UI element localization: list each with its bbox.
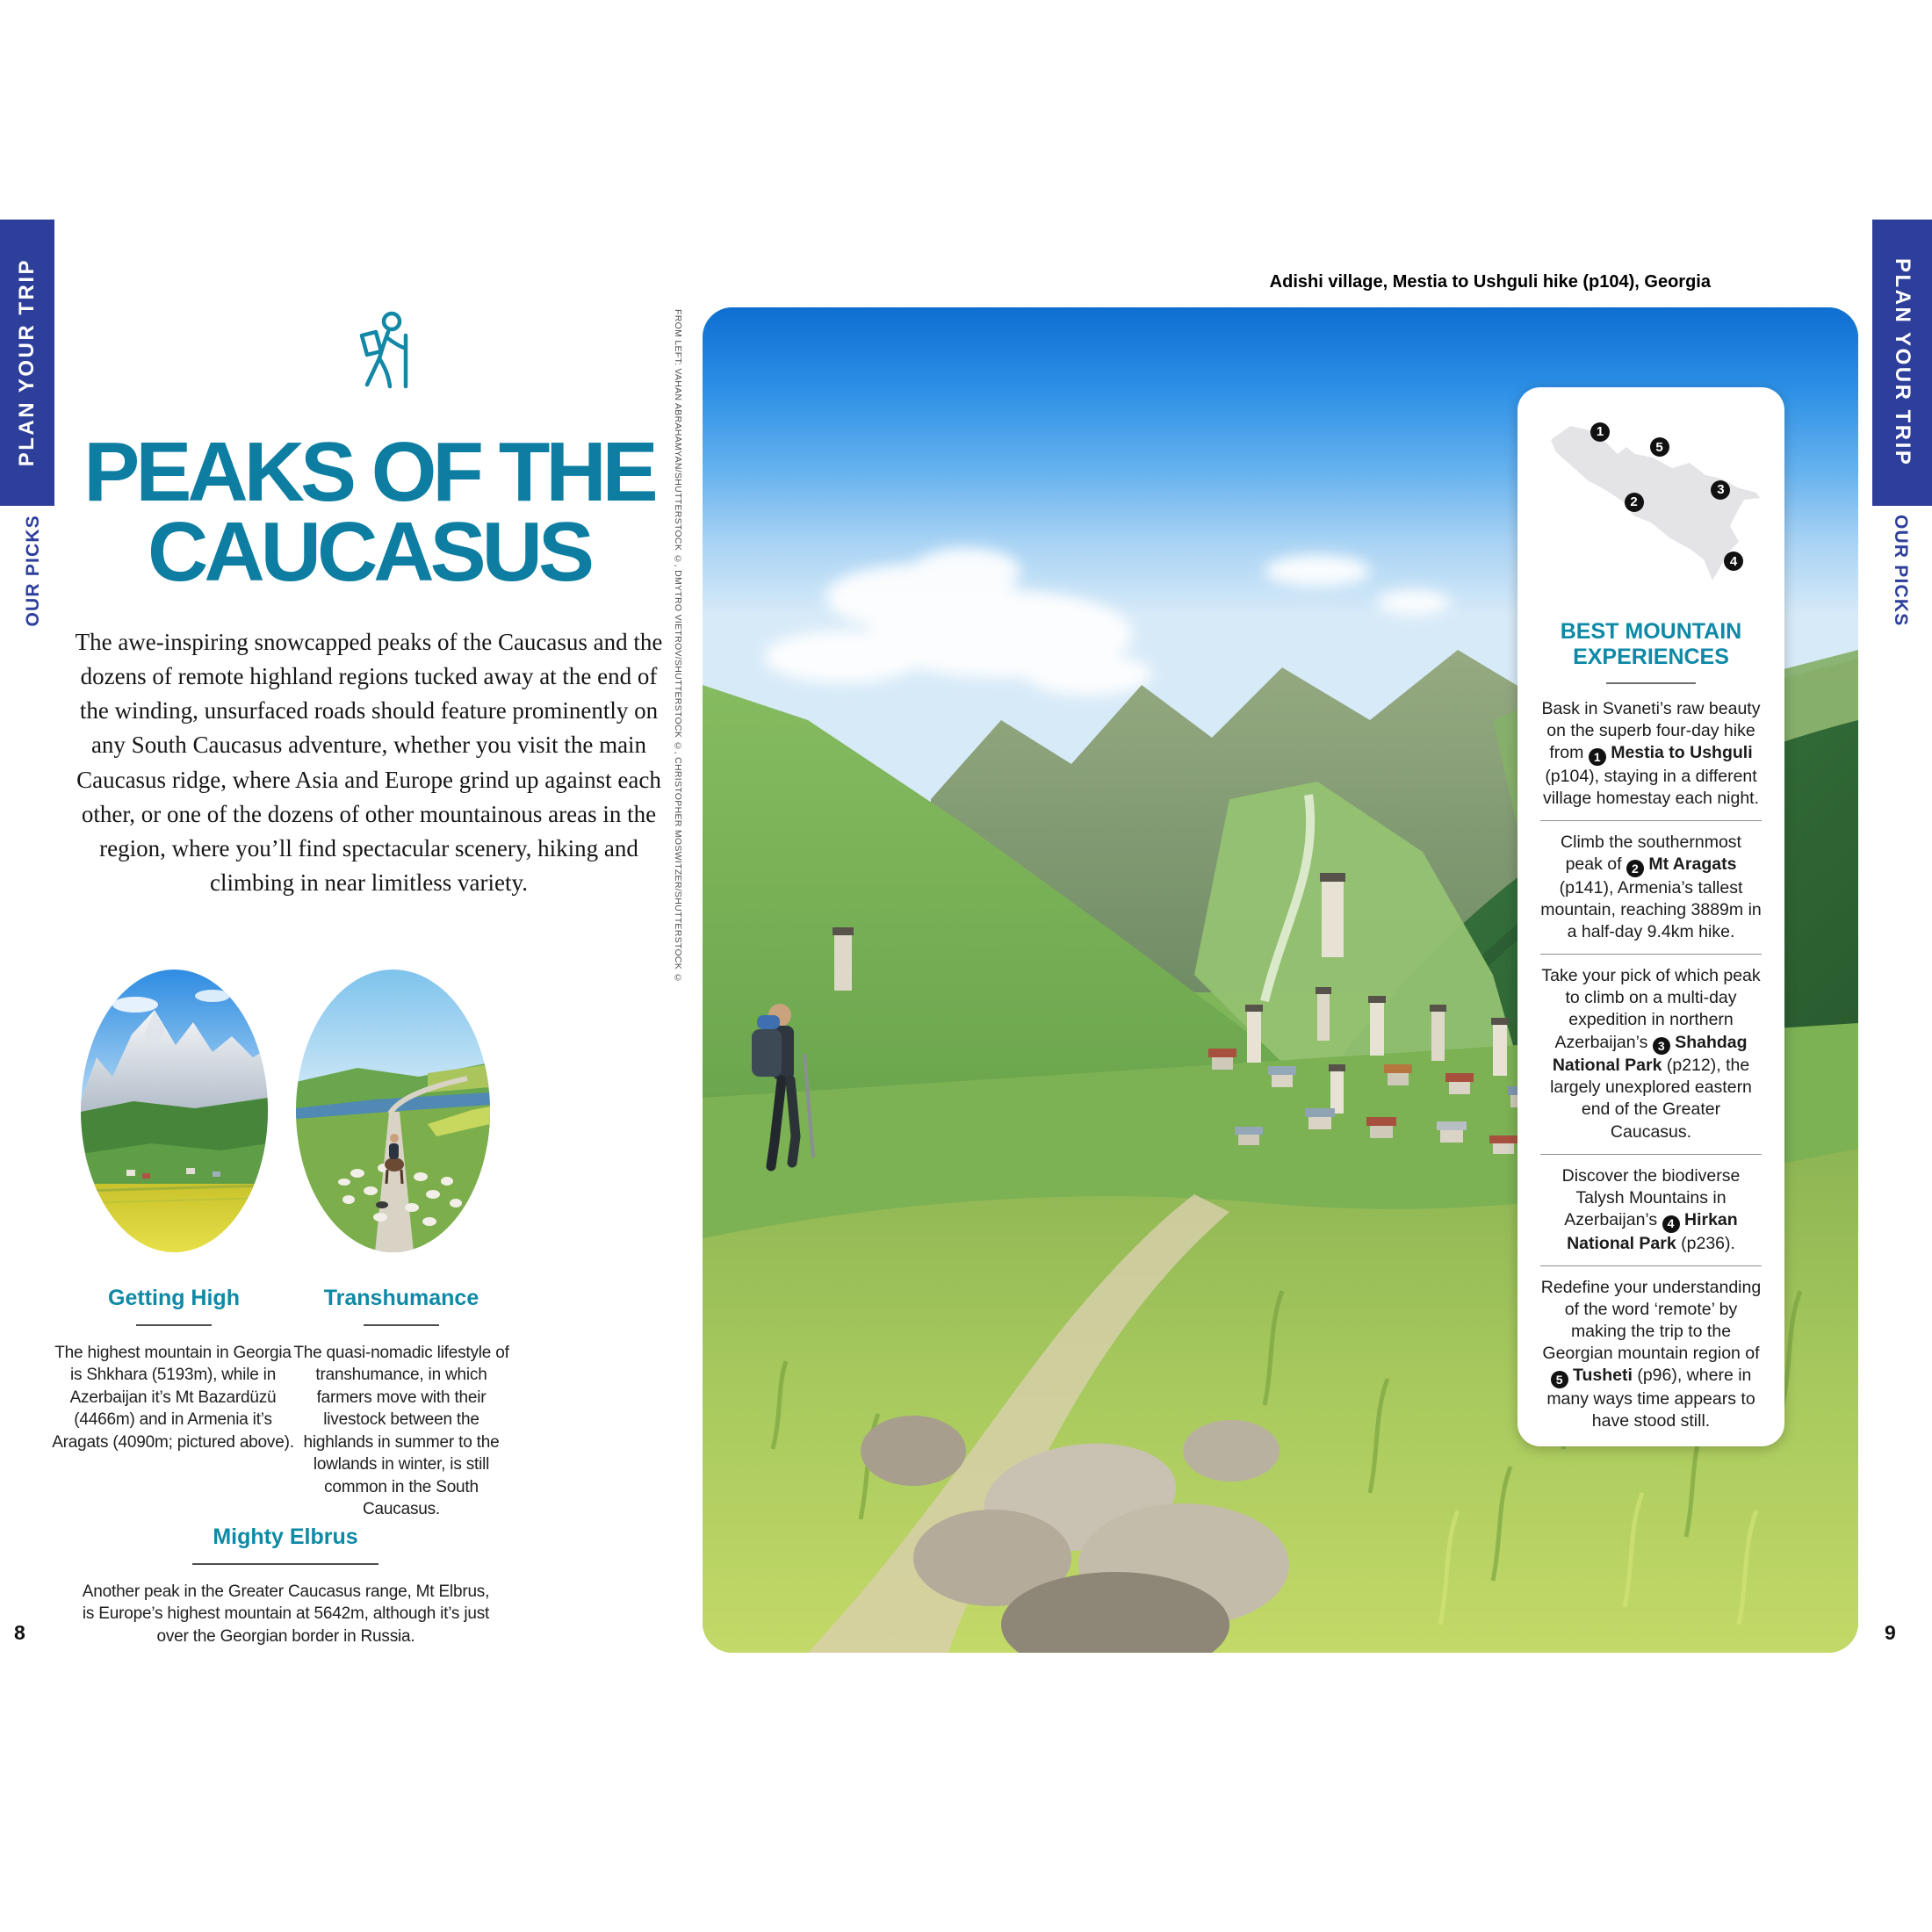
map-marker-5: 5 <box>1650 437 1669 457</box>
map-marker-4: 4 <box>1724 551 1743 571</box>
page-number-right: 9 <box>1885 1621 1896 1644</box>
section-heading-transhumance: Transhumance <box>323 1286 479 1310</box>
numbered-badge-3: 3 <box>1653 1037 1670 1055</box>
page-title <box>35 425 703 600</box>
rule-getting-high <box>136 1324 212 1326</box>
mountain-photo-art <box>81 970 268 1252</box>
numbered-badge-2: 2 <box>1626 860 1644 877</box>
section-body-transhumance: The quasi-nomadic lifestyle of transhumance, in which farmers move with their livestock between the highlands in summer to the lowlands in winter, is still common in the South Caucasus. <box>293 1344 509 1519</box>
caucasus-region-map <box>1540 408 1762 612</box>
map-marker-1: 1 <box>1590 422 1610 442</box>
panel-item-5: Redefine your understanding of the word ‘remote’ by making the trip to the Georgian mountain region of 5 Tusheti (p96), where in many ways time appears to have stood still. <box>1540 1265 1762 1432</box>
panel-heading: BEST MOUNTAIN EXPERIENCES <box>1560 619 1742 669</box>
hiker-icon <box>341 307 427 393</box>
panel-items <box>1540 698 1762 1432</box>
shepherd-photo-art <box>296 970 490 1252</box>
left-our-picks-label: OUR PICKS <box>23 515 43 627</box>
panel-heading-rule <box>1606 682 1696 684</box>
oval-photo-mountain <box>81 970 268 1252</box>
oval-photo-shepherd <box>296 970 490 1252</box>
map-marker-2: 2 <box>1625 493 1644 512</box>
panel-item-4: Discover the biodiverse Talysh Mountains in Azerbaijan’s 4 Hirkan National Park (p236). <box>1540 1154 1762 1255</box>
section-heading-getting-high: Getting High <box>108 1286 240 1310</box>
panel-item-3: Take your pick of which peak to climb on a multi-day expedition in northern Azerbaijan’s 3 Shahdag National Park (p212), the largely unexplored eastern end of the Greater Caucasus. <box>1540 954 1762 1143</box>
rule-transhumance <box>364 1324 439 1326</box>
photo-credit: FROM LEFT: VAHAN ABRAHAMYAN/SHUTTERSTOCK ©, DMYTRO VIETROV/SHUTTERSTOCK ©, CHRISTOPHER MOSWITZER/SHUTTERSTOCK © <box>673 309 683 984</box>
section-body-getting-high: The highest mountain in Georgia is Shkhara (5193m), while in Azerbaijan it’s Mt Bazardüzü (4466m) and in Armenia it’s Aragats (4090m; pictured above). <box>52 1344 294 1452</box>
photo-caption: Adishi village, Mestia to Ushguli hike (p104), Georgia <box>1269 272 1711 292</box>
panel-item-1: Bask in Svaneti’s raw beauty on the superb four-day hike from 1 Mestia to Ushguli (p104), staying in a different village homestay each night. <box>1541 699 1761 808</box>
section-body-mighty-elbrus: Another peak in the Greater Caucasus range, Mt Elbrus, is Europe’s highest mountain at 5642m, although it’s just over the Georgian border in Russia. <box>82 1582 490 1646</box>
intro-paragraph: The awe-inspiring snowcapped peaks of the Caucasus and the dozens of remote highland regions tucked away at the end of the winding, unsurfaced roads should feature prominently on any South Caucasus adventure, whether you visit the main Caucasus ridge, where Asia and Europe grind up against each other, or one of the dozens of other mountainous areas in the region, where you’ll find spectacular scenery, hiking and climbing in near limitless variety. <box>75 629 663 896</box>
right-plan-your-trip-label: PLAN YOUR TRIP <box>1891 258 1914 467</box>
left-plan-your-trip-label: PLAN YOUR TRIP <box>15 258 39 467</box>
page-title-line1: PEAKS OF THE <box>83 425 654 519</box>
rule-mighty-elbrus <box>192 1563 378 1565</box>
page-title-line2: CAUCASUS <box>147 505 591 600</box>
map-marker-3: 3 <box>1711 480 1730 500</box>
panel-item-2: Climb the southernmost peak of 2 Mt Aragats (p141), Armenia’s tallest mountain, reaching 3889m in a half-day 9.4km hike. <box>1540 820 1762 943</box>
page-number-left: 8 <box>14 1621 25 1644</box>
section-heading-mighty-elbrus: Mighty Elbrus <box>213 1525 358 1549</box>
region-map-shape <box>1540 408 1762 612</box>
numbered-badge-5: 5 <box>1551 1371 1568 1388</box>
numbered-badge-1: 1 <box>1589 748 1606 766</box>
best-mountain-experiences-panel <box>1517 387 1784 1446</box>
numbered-badge-4: 4 <box>1662 1215 1680 1233</box>
right-our-picks-label: OUR PICKS <box>1891 515 1911 627</box>
right-edge-tab <box>1872 220 1932 506</box>
